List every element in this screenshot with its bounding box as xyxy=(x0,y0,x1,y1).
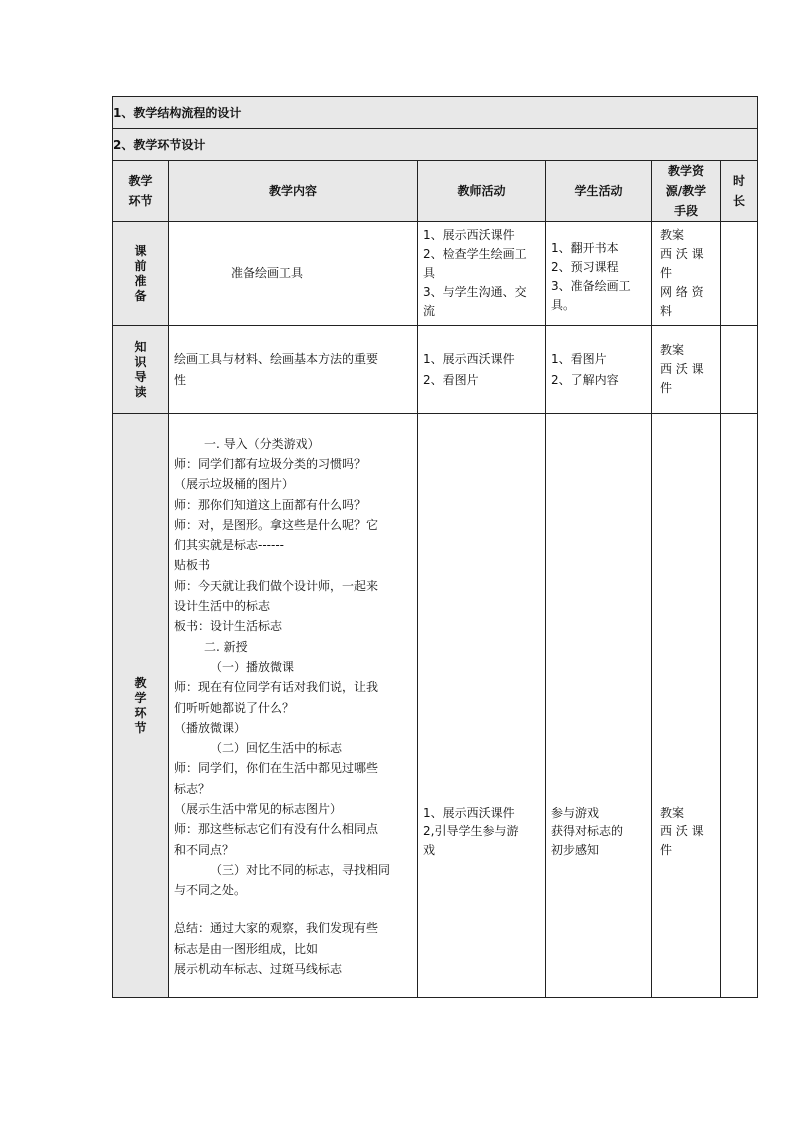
header-duration-line2: 长 xyxy=(733,194,746,208)
section-row-2 xyxy=(113,129,758,161)
table-header-row xyxy=(113,161,758,222)
text-line: 3、与学生沟通、交 xyxy=(423,285,527,299)
text-line: 教案 xyxy=(660,228,685,242)
text-line: 们听听她都说了什么？ xyxy=(174,700,295,715)
text-line: 西 沃 课 xyxy=(660,824,704,839)
text-line: （一）播放微课 xyxy=(210,659,295,674)
spacer xyxy=(174,900,412,918)
resources-knowledge xyxy=(652,326,721,414)
content-preparation: 准备绘画工具 xyxy=(169,222,418,326)
text-line: 西 沃 课 xyxy=(660,362,704,376)
text-line: 教案 xyxy=(660,805,685,820)
text-line: 2、预习课程 xyxy=(551,259,619,274)
teacher-activity-knowledge xyxy=(418,326,546,414)
header-stage-line1: 教学 xyxy=(128,174,153,188)
text-line: 2,引导学生参与游 xyxy=(423,824,519,839)
header-duration xyxy=(721,161,758,222)
text-line: 流 xyxy=(423,304,436,318)
text-line: 件 xyxy=(660,266,673,280)
text-line: （展示生活中常见的标志图片） xyxy=(174,801,343,816)
header-stage-line2: 环节 xyxy=(128,194,153,208)
text-line: （播放微课） xyxy=(174,720,247,735)
text-line: 1、展示西沃课件 xyxy=(423,805,515,820)
stage-char: 学 xyxy=(134,690,147,705)
header-stage xyxy=(113,161,169,222)
text-line: 绘画工具与材料、绘画基本方法的重要 xyxy=(174,351,379,366)
stage-char: 教 xyxy=(134,675,147,690)
stage-char: 前 xyxy=(134,258,147,273)
text-line: 1、翻开书本 xyxy=(551,240,619,255)
text-line: 师：那这些标志它们有没有什么相同点 xyxy=(174,822,379,837)
resources-preparation xyxy=(652,222,721,326)
text-line: 们其实就是标志------ xyxy=(174,538,284,553)
header-resources-line2: 源/教学 xyxy=(665,184,707,198)
text-line: 具 xyxy=(423,266,436,280)
table-row-preparation xyxy=(113,222,758,326)
text-line: 件 xyxy=(660,381,673,395)
text-line: 网 络 资 xyxy=(660,285,704,299)
text-line: 标志？ xyxy=(174,781,211,796)
text-line: 师：现在有位同学有话对我们说，让我 xyxy=(174,680,379,695)
content-knowledge xyxy=(169,326,418,414)
text-line: 3、准备绘画工 xyxy=(551,278,631,293)
table-row-teaching xyxy=(113,414,758,998)
text-line: 料 xyxy=(660,304,673,318)
stage-char: 识 xyxy=(134,354,147,369)
text-line: 总结：通过大家的观察，我们发现有些 xyxy=(174,921,379,936)
section-title-stages: 2、教学环节设计 xyxy=(113,129,758,161)
text-line: 与不同之处。 xyxy=(174,883,247,898)
text-line: 师：那你们知道这上面都有什么吗？ xyxy=(174,497,367,512)
text-line: 师：对，是图形。拿这些是什么呢？它 xyxy=(174,517,379,532)
stage-char: 导 xyxy=(134,369,147,384)
text-line: 1、看图片 xyxy=(551,351,607,366)
student-activity-preparation xyxy=(546,222,652,326)
text-line: 1、展示西沃课件 xyxy=(423,351,515,366)
header-resources xyxy=(652,161,721,222)
teacher-activity-preparation xyxy=(418,222,546,326)
text-line: 贴板书 xyxy=(174,558,211,573)
text-line: 参与游戏 xyxy=(551,805,600,820)
header-content: 教学内容 xyxy=(169,161,418,222)
stage-char: 备 xyxy=(134,288,147,303)
text-line: 展示机动车标志、过斑马线标志 xyxy=(174,962,343,977)
section-row-1 xyxy=(113,97,758,129)
header-duration-line1: 时 xyxy=(733,174,746,188)
text-line: 1、展示西沃课件 xyxy=(423,228,515,242)
text-line: 师：同学们都有垃圾分类的习惯吗？ xyxy=(174,456,367,471)
section-title-structure: 1、教学结构流程的设计 xyxy=(113,97,758,129)
text-line: 和不同点？ xyxy=(174,842,235,857)
stage-preparation xyxy=(113,222,169,326)
table-row-knowledge xyxy=(113,326,758,414)
header-teacher: 教师活动 xyxy=(418,161,546,222)
text-line: 件 xyxy=(660,842,673,857)
student-activity-knowledge xyxy=(546,326,652,414)
text-line: 性 xyxy=(174,372,187,387)
text-line: 初步感知 xyxy=(551,842,600,857)
text-line: （二）回忆生活中的标志 xyxy=(210,741,343,756)
text-line: 2、看图片 xyxy=(423,372,479,387)
text-line: 标志是由一图形组成，比如 xyxy=(174,941,319,956)
stage-char: 节 xyxy=(134,720,147,735)
text-line: 戏 xyxy=(423,842,436,857)
text-line: 板书：设计生活标志 xyxy=(174,619,283,634)
text-line: 2、了解内容 xyxy=(551,372,619,387)
header-resources-line3: 手段 xyxy=(673,204,698,218)
stage-char: 知 xyxy=(134,339,147,354)
header-resources-line1: 教学资 xyxy=(667,164,704,178)
duration-preparation xyxy=(721,222,758,326)
text-line: 西 沃 课 xyxy=(660,247,704,261)
text-line: 一. 导入（分类游戏） xyxy=(204,436,320,451)
text-line: 教案 xyxy=(660,343,685,357)
text-line: 师：同学们，你们在生活中都见过哪些 xyxy=(174,761,379,776)
stage-teaching xyxy=(113,414,169,998)
text-line: 二. 新授 xyxy=(204,639,248,654)
stage-char: 准 xyxy=(134,273,147,288)
text-line: 获得对标志的 xyxy=(551,824,624,839)
text-line: 具。 xyxy=(551,297,576,312)
content-teaching xyxy=(169,414,418,998)
stage-char: 读 xyxy=(134,384,147,399)
header-student: 学生活动 xyxy=(546,161,652,222)
text-line: （三）对比不同的标志，寻找相同 xyxy=(210,862,391,877)
text-line: （展示垃圾桶的图片） xyxy=(174,477,295,492)
text-line: 2、检查学生绘画工 xyxy=(423,247,527,261)
student-activity-teaching xyxy=(546,414,652,998)
text-line: 师：今天就让我们做个设计师，一起来 xyxy=(174,578,379,593)
teacher-activity-teaching xyxy=(418,414,546,998)
stage-char: 环 xyxy=(134,705,147,720)
stage-knowledge xyxy=(113,326,169,414)
lesson-design-table xyxy=(112,96,758,998)
stage-char: 课 xyxy=(134,243,147,258)
duration-teaching xyxy=(721,414,758,998)
text-line: 设计生活中的标志 xyxy=(174,599,271,614)
duration-knowledge xyxy=(721,326,758,414)
resources-teaching xyxy=(652,414,721,998)
